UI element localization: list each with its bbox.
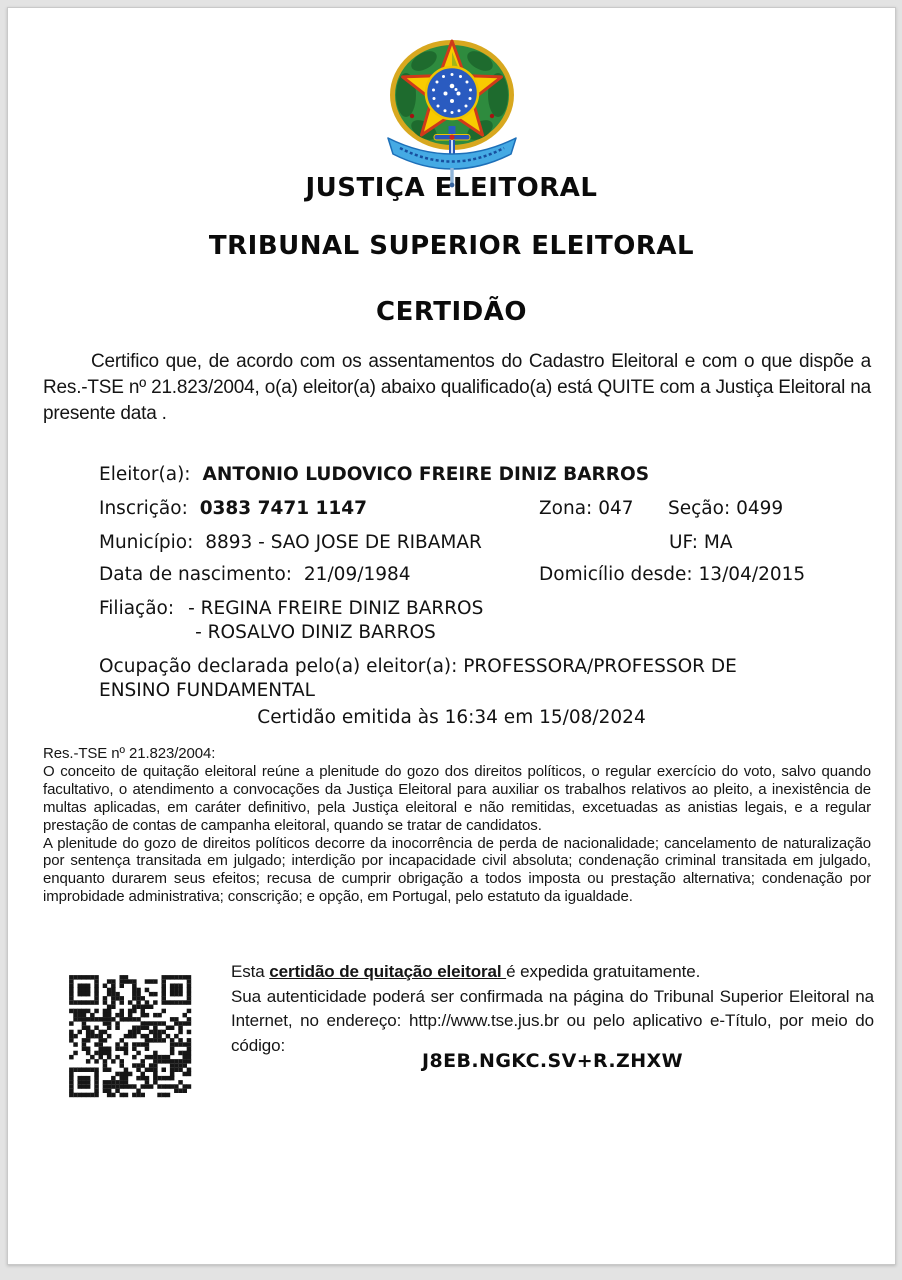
row-inscricao bbox=[99, 497, 869, 521]
uf-field: UF: MA bbox=[669, 532, 733, 553]
emission-timestamp: Certidão emitida às 16:34 em 15/08/2024 bbox=[257, 707, 646, 728]
row-filiacao bbox=[99, 597, 869, 645]
footer-line2: Sua autenticidade poderá ser confirmada na página do Tribunal Superior Eleitoral na Internet, no endereço: http://www.tse.jus.br ou pelo aplicativo e-Título, por meio do código: bbox=[231, 986, 874, 1055]
footer-line1-suffix: é expedida gratuitamente. bbox=[506, 962, 701, 981]
filiacao-father: - ROSALVO DINIZ BARROS bbox=[195, 622, 436, 643]
zona-value: 047 bbox=[598, 498, 634, 519]
filiacao-label: Filiação: bbox=[99, 598, 175, 619]
ocupacao-value: PROFESSORA/PROFESSOR DE ENSINO FUNDAMENTAL bbox=[99, 656, 737, 701]
filiacao-values bbox=[188, 597, 483, 645]
brazil-coat-of-arms-icon bbox=[372, 38, 532, 188]
org-title-tribunal-superior: TRIBUNAL SUPERIOR ELEITORAL bbox=[208, 231, 695, 261]
uf-value: MA bbox=[703, 532, 733, 553]
filiacao-mother: - REGINA FREIRE DINIZ BARROS bbox=[188, 598, 484, 619]
row-ocupacao bbox=[99, 655, 804, 703]
zona-field: Zona: 047 bbox=[539, 498, 634, 519]
footer-line1-bold: certidão de quitação eleitoral bbox=[269, 962, 507, 981]
legal-heading: Res.-TSE nº 21.823/2004: bbox=[43, 745, 216, 762]
org-title-justica-eleitoral: JUSTIÇA ELEITORAL bbox=[305, 173, 598, 203]
nascimento-value: 21/09/1984 bbox=[303, 564, 411, 585]
row-municipio bbox=[99, 531, 869, 555]
inscricao-label: Inscrição: bbox=[99, 498, 188, 519]
legal-text-block bbox=[43, 745, 871, 906]
eleitor-name: ANTONIO LUDOVICO FREIRE DINIZ BARROS bbox=[202, 464, 650, 485]
domicilio-field: Domicílio desde: 13/04/2015 bbox=[539, 564, 806, 585]
secao-field: Seção: 0499 bbox=[668, 498, 784, 519]
eleitor-label: Eleitor(a): bbox=[99, 464, 191, 485]
domicilio-value: 13/04/2015 bbox=[698, 564, 806, 585]
document-title: CERTIDÃO bbox=[376, 297, 527, 327]
verification-code: J8EB.NGKC.SV+R.ZHXW bbox=[422, 1050, 683, 1072]
municipio-value: 8893 - SAO JOSE DE RIBAMAR bbox=[205, 532, 482, 553]
footer-line1-prefix: Esta bbox=[231, 962, 270, 981]
certification-paragraph: Certifico que, de acordo com os assentamentos do Cadastro Eleitoral e com o que dispõe a Res.-TSE nº 21.823/2004, o(a) eleitor(a) abaixo qualificado(a) está QUITE com a Justiça Eleitoral na presente data . bbox=[43, 351, 871, 424]
legal-paragraph-1: O conceito de quitação eleitoral reúne a plenitude do gozo dos direitos políticos, o regular exercício do voto, salvo quando facultativo, o atendimento a convocações da Justiça Eleitoral para auxiliar os trabalhos relativos ao pleito, a inexistência de multas aplicadas, em caráter definitivo, pela Justiça eleitoral e não remitidas, excetuadas as anistias legais, e a regular prestação de contas de campanha eleitoral, quando se tratar de candidatos. bbox=[43, 762, 871, 834]
nascimento-label: Data de nascimento: bbox=[99, 564, 293, 585]
ocupacao-label: Ocupação declarada pelo(a) eleitor(a): bbox=[99, 656, 458, 677]
row-nascimento bbox=[99, 563, 869, 587]
inscricao-value: 0383 7471 1147 bbox=[199, 498, 368, 519]
municipio-label: Município: bbox=[99, 532, 194, 553]
legal-paragraph-2: A plenitude do gozo de direitos políticos decorre da inocorrência de perda de nacionalidade; cancelamento de naturalização por sentença transitada em julgado; interdição por incapacidade civil absoluta; condenação criminal transitada em julgado, enquanto durarem seus efeitos; recusa de cumprir obrigação a todos imposta ou prestação alternativa; condenação por improbidade administrativa; conscrição; e opção, em Portugal, pelo estatuto da igualdade. bbox=[43, 834, 871, 906]
certificate-page bbox=[7, 7, 896, 1265]
secao-value: 0499 bbox=[736, 498, 784, 519]
row-eleitor bbox=[99, 463, 869, 487]
authenticity-text bbox=[231, 960, 874, 1058]
qr-code bbox=[63, 969, 197, 1103]
